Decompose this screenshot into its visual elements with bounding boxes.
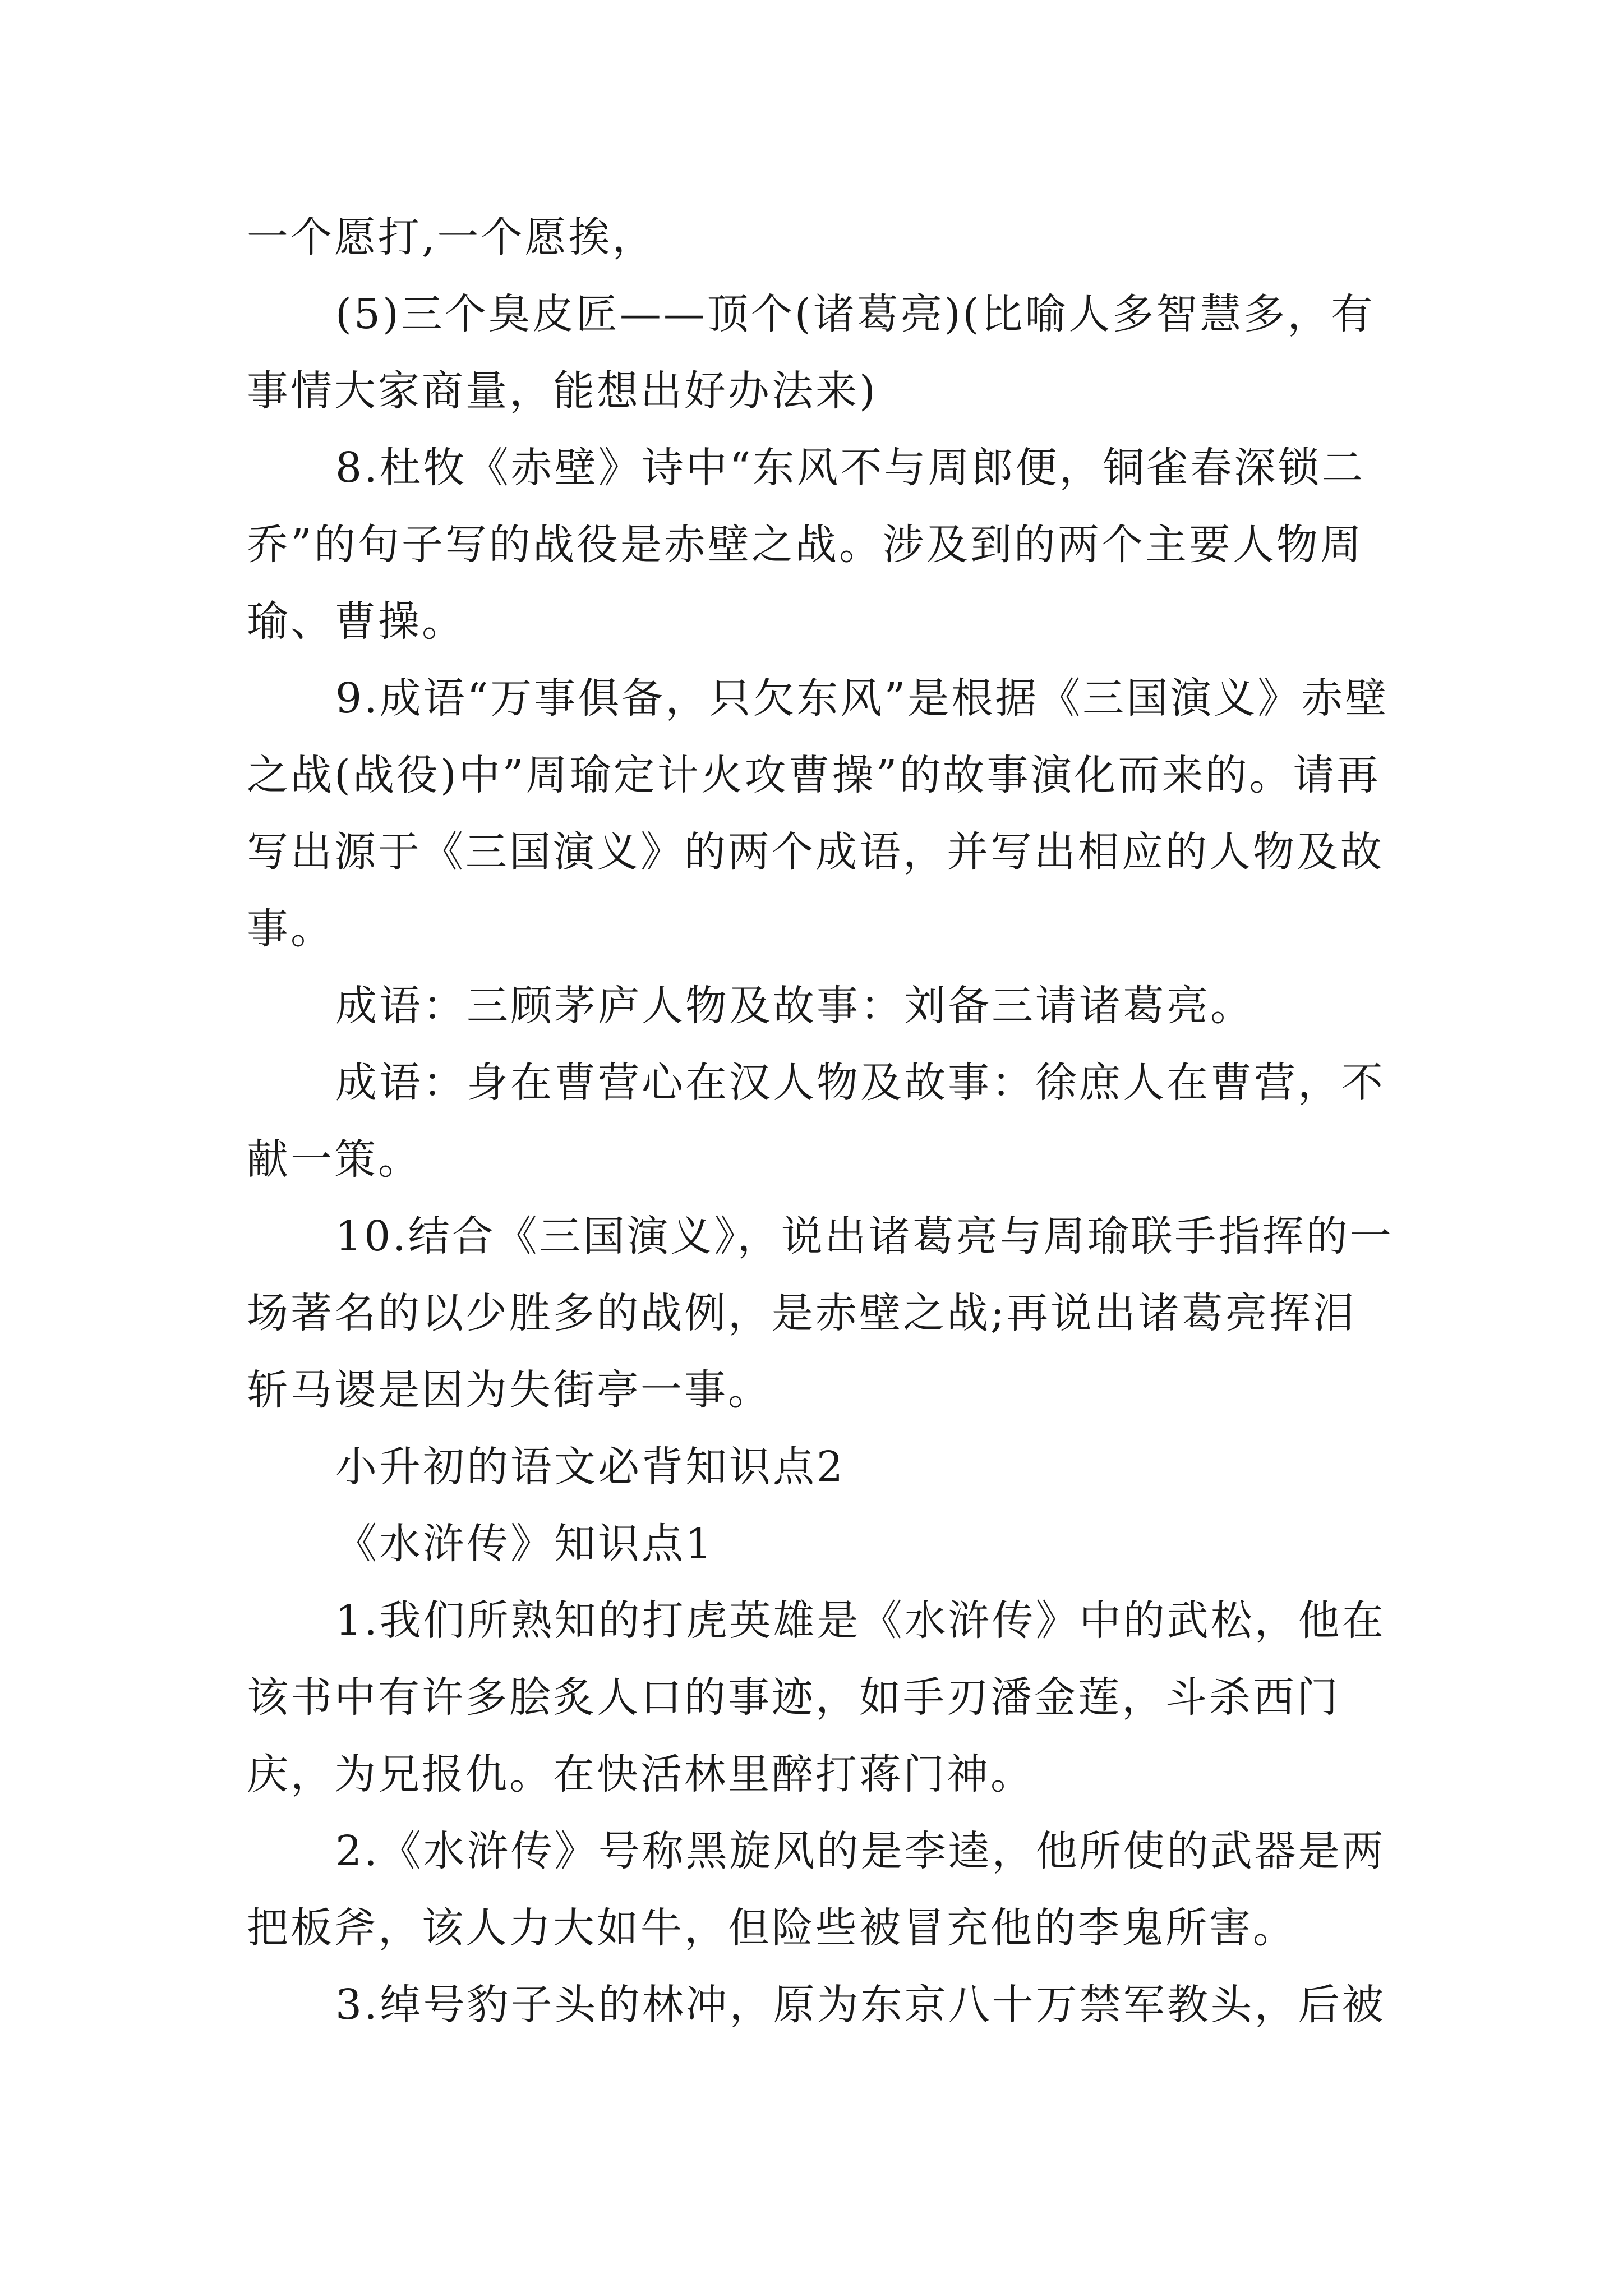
paragraph: 10.结合《三国演义》，说出诸葛亮与周瑜联手指挥的一场著名的以少胜多的战例，是赤壁之战;再说出诸葛亮挥泪斩马谡是因为失街亭一事。 — [247, 1212, 1394, 1414]
paragraph: 8.杜牧《赤壁》诗中“东风不与周郎便，铜雀春深锁二乔”的句子写的战役是赤壁之战。涉及到的两个主要人物周瑜、曹操。 — [247, 444, 1366, 646]
paragraph: 9.成语“万事俱备，只欠东风”是根据《三国演义》赤壁之战(战役)中”周瑜定计火攻曹操”的故事演化而来的。请再写出源于《三国演义》的两个成语，并写出相应的人物及故事。 — [247, 674, 1389, 953]
paragraph: (5)三个臭皮匠——顶个(诸葛亮)(比喻人多智慧多，有事情大家商量，能想出好办法来) — [247, 290, 1375, 415]
paragraph: 3.绰号豹子头的林冲，原为东京八十万禁军教头，后被 — [335, 1981, 1386, 2029]
paragraph: 2.《水浒传》号称黑旋风的是李逵，他所使的武器是两把板斧，该人力大如牛，但险些被冒充他的李鬼所害。 — [247, 1827, 1386, 1952]
paragraph: 成语：身在曹营心在汉人物及故事：徐庶人在曹营，不献一策。 — [247, 1059, 1385, 1184]
document-body — [247, 199, 1396, 2044]
paragraph: 1.我们所熟知的打虎英雄是《水浒传》中的武松，他在该书中有许多脍炙人口的事迹，如手刃潘金莲，斗杀西门庆，为兄报仇。在快活林里醉打蒋门神。 — [247, 1596, 1386, 1798]
paragraph: 成语：三顾茅庐人物及故事：刘备三请诸葛亮。 — [335, 982, 1254, 1030]
section-heading: 小升初的语文必背知识点2 — [335, 1443, 846, 1491]
paragraph: 一个愿打,一个愿挨， — [247, 213, 656, 261]
subsection-heading: 《水浒传》知识点1 — [335, 1520, 714, 1568]
